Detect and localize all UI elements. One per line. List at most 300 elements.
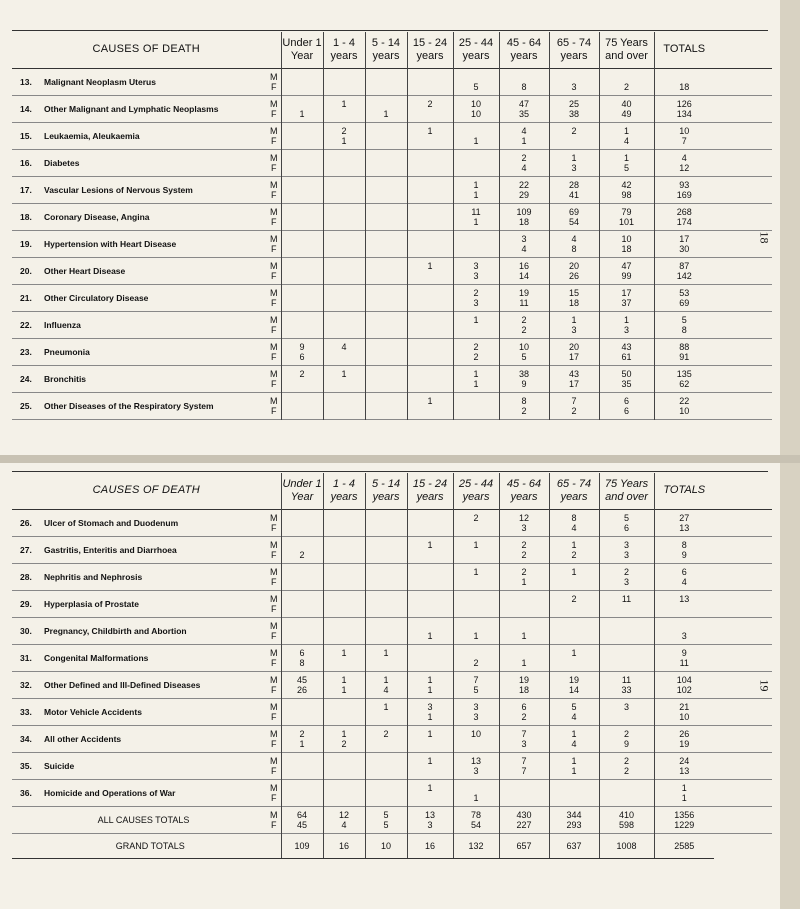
count-value bbox=[549, 779, 599, 793]
count-value: 35 bbox=[599, 379, 654, 393]
count-value bbox=[599, 658, 654, 672]
cause-cell bbox=[12, 284, 267, 311]
header-row bbox=[12, 32, 772, 68]
count-value: 2 bbox=[499, 536, 549, 550]
page-number: 19 bbox=[757, 679, 772, 692]
total-value: 69 bbox=[654, 298, 714, 312]
count-value bbox=[499, 779, 549, 793]
count-value: 2 bbox=[499, 325, 549, 339]
count-value: 19 bbox=[549, 671, 599, 685]
count-value: 29 bbox=[499, 190, 549, 204]
count-value: 1 bbox=[549, 563, 599, 577]
cause-number: 33. bbox=[20, 706, 32, 717]
cause-name: Malignant Neoplasm Uterus bbox=[44, 76, 156, 87]
count-value: 2 bbox=[323, 739, 365, 753]
header-age-75-over: 75 Years and over bbox=[599, 32, 654, 68]
count-value bbox=[281, 68, 323, 82]
count-value: 4 bbox=[599, 136, 654, 150]
cause-number: 13. bbox=[20, 76, 32, 87]
count-value: 1 bbox=[453, 793, 499, 807]
count-value: 64 bbox=[281, 806, 323, 820]
count-value: 22 bbox=[499, 176, 549, 190]
count-value: 14 bbox=[549, 685, 599, 699]
count-value bbox=[281, 406, 323, 420]
sex-label-female: F bbox=[271, 603, 277, 614]
table-row-male bbox=[12, 698, 772, 712]
count-value: 1 bbox=[549, 752, 599, 766]
count-value bbox=[323, 793, 365, 807]
count-value: 5 bbox=[453, 82, 499, 96]
count-value: 6 bbox=[281, 352, 323, 366]
cause-cell bbox=[12, 671, 267, 698]
count-value: 2 bbox=[549, 406, 599, 420]
count-value: 1 bbox=[549, 149, 599, 163]
total-value: 135 bbox=[654, 365, 714, 379]
count-value: 2 bbox=[365, 725, 407, 739]
total-value: 12 bbox=[654, 163, 714, 177]
count-value: 10 bbox=[599, 230, 654, 244]
count-value: 1 bbox=[549, 311, 599, 325]
count-value bbox=[281, 298, 323, 312]
count-value bbox=[281, 82, 323, 96]
count-value bbox=[599, 779, 654, 793]
count-value: 47 bbox=[599, 257, 654, 271]
count-value: 45 bbox=[281, 671, 323, 685]
count-value bbox=[365, 631, 407, 645]
count-value: 2 bbox=[323, 122, 365, 136]
top-rule bbox=[12, 471, 768, 472]
cause-cell bbox=[12, 590, 267, 617]
count-value bbox=[365, 523, 407, 537]
count-value bbox=[323, 779, 365, 793]
table-row-male bbox=[12, 365, 772, 379]
count-value: 227 bbox=[499, 820, 549, 834]
count-value bbox=[407, 244, 453, 258]
cause-cell bbox=[12, 617, 267, 644]
sex-label-female: F bbox=[271, 135, 277, 146]
count-value bbox=[407, 793, 453, 807]
count-value bbox=[323, 658, 365, 672]
count-value bbox=[453, 617, 499, 631]
count-value bbox=[323, 631, 365, 645]
table-row-male bbox=[12, 536, 772, 550]
count-value bbox=[281, 122, 323, 136]
count-value: 1 bbox=[549, 725, 599, 739]
count-value: 42 bbox=[599, 176, 654, 190]
total-value: 87 bbox=[654, 257, 714, 271]
count-value: 1 bbox=[499, 631, 549, 645]
cause-cell bbox=[12, 149, 267, 176]
header-causes: CAUSES OF DEATH bbox=[92, 43, 201, 56]
count-value: 4 bbox=[323, 820, 365, 834]
cause-cell bbox=[12, 563, 267, 590]
count-value bbox=[365, 536, 407, 550]
grand-total-value: 2585 bbox=[654, 833, 714, 858]
total-value: 88 bbox=[654, 338, 714, 352]
count-value bbox=[281, 712, 323, 726]
count-value: 1 bbox=[365, 698, 407, 712]
count-value bbox=[281, 766, 323, 780]
sex-label-female: F bbox=[271, 819, 277, 830]
count-value: 1 bbox=[453, 311, 499, 325]
count-value: 17 bbox=[549, 379, 599, 393]
count-value bbox=[407, 406, 453, 420]
cause-name: Pregnancy, Childbirth and Abortion bbox=[44, 625, 187, 636]
table-row-male bbox=[12, 122, 772, 136]
count-value: 78 bbox=[453, 806, 499, 820]
total-value: 9 bbox=[654, 550, 714, 564]
count-value bbox=[323, 617, 365, 631]
count-value bbox=[407, 563, 453, 577]
sex-label-male: M bbox=[270, 728, 278, 739]
grand-total-value: 637 bbox=[549, 833, 599, 858]
cause-cell bbox=[12, 257, 267, 284]
count-value: 1 bbox=[599, 122, 654, 136]
sex-label-male: M bbox=[270, 206, 278, 217]
count-value: 1 bbox=[407, 631, 453, 645]
count-value bbox=[365, 590, 407, 604]
cause-cell bbox=[12, 311, 267, 338]
count-value: 79 bbox=[599, 203, 654, 217]
total-value: 10 bbox=[654, 406, 714, 420]
count-value: 3 bbox=[453, 257, 499, 271]
sex-label-female: F bbox=[271, 162, 277, 173]
count-value bbox=[365, 352, 407, 366]
count-value bbox=[407, 365, 453, 379]
count-value bbox=[365, 176, 407, 190]
count-value: 109 bbox=[499, 203, 549, 217]
count-value bbox=[323, 536, 365, 550]
grand-total-value: 657 bbox=[499, 833, 549, 858]
count-value: 3 bbox=[599, 536, 654, 550]
table-row-male bbox=[12, 257, 772, 271]
count-value bbox=[323, 298, 365, 312]
count-value bbox=[365, 149, 407, 163]
count-value: 2 bbox=[499, 149, 549, 163]
count-value: 54 bbox=[453, 820, 499, 834]
total-value: 102 bbox=[654, 685, 714, 699]
count-value: 4 bbox=[549, 739, 599, 753]
count-value bbox=[281, 136, 323, 150]
header-age-15-24: 15 - 24 years bbox=[407, 32, 453, 68]
table-row-male bbox=[12, 590, 772, 604]
count-value: 8 bbox=[499, 392, 549, 406]
count-value: 28 bbox=[549, 176, 599, 190]
count-value: 1 bbox=[407, 536, 453, 550]
count-value: 4 bbox=[499, 163, 549, 177]
count-value bbox=[499, 604, 549, 618]
count-value: 3 bbox=[453, 712, 499, 726]
totals-label: ALL CAUSES TOTALS bbox=[97, 814, 190, 825]
count-value: 43 bbox=[549, 365, 599, 379]
total-value: 26 bbox=[654, 725, 714, 739]
count-value bbox=[407, 658, 453, 672]
count-value: 2 bbox=[499, 712, 549, 726]
count-value bbox=[323, 604, 365, 618]
count-value: 430 bbox=[499, 806, 549, 820]
total-value: 93 bbox=[654, 176, 714, 190]
count-value: 3 bbox=[499, 739, 549, 753]
total-value: 62 bbox=[654, 379, 714, 393]
sex-label-male: M bbox=[270, 287, 278, 298]
count-value: 1 bbox=[549, 644, 599, 658]
count-value: 1 bbox=[323, 136, 365, 150]
count-value bbox=[323, 244, 365, 258]
count-value: 43 bbox=[599, 338, 654, 352]
count-value bbox=[549, 631, 599, 645]
total-value: 142 bbox=[654, 271, 714, 285]
count-value: 99 bbox=[599, 271, 654, 285]
count-value: 7 bbox=[453, 671, 499, 685]
count-value: 3 bbox=[499, 523, 549, 537]
header-age-1-4: 1 - 4 years bbox=[323, 32, 365, 68]
count-value: 2 bbox=[281, 550, 323, 564]
count-value bbox=[499, 793, 549, 807]
count-value: 7 bbox=[499, 725, 549, 739]
count-value bbox=[453, 644, 499, 658]
total-value: 1 bbox=[654, 793, 714, 807]
cause-name: Other Heart Disease bbox=[44, 265, 126, 276]
count-value: 3 bbox=[599, 550, 654, 564]
count-value: 1 bbox=[365, 671, 407, 685]
count-value: 8 bbox=[281, 658, 323, 672]
count-value bbox=[549, 658, 599, 672]
count-value: 2 bbox=[599, 752, 654, 766]
total-value: 53 bbox=[654, 284, 714, 298]
count-value bbox=[281, 217, 323, 231]
count-value: 18 bbox=[499, 685, 549, 699]
sex-label-female: F bbox=[271, 81, 277, 92]
table-row-male bbox=[12, 779, 772, 793]
count-value bbox=[323, 392, 365, 406]
count-value bbox=[365, 257, 407, 271]
count-value bbox=[281, 271, 323, 285]
count-value bbox=[281, 577, 323, 591]
count-value: 1 bbox=[323, 644, 365, 658]
count-value: 9 bbox=[281, 338, 323, 352]
cause-number: 16. bbox=[20, 157, 32, 168]
count-value bbox=[365, 392, 407, 406]
cause-number: 30. bbox=[20, 625, 32, 636]
total-value: 169 bbox=[654, 190, 714, 204]
count-value: 3 bbox=[499, 230, 549, 244]
count-value bbox=[365, 244, 407, 258]
count-value bbox=[323, 577, 365, 591]
count-value: 1 bbox=[549, 766, 599, 780]
count-value bbox=[453, 122, 499, 136]
count-value: 18 bbox=[599, 244, 654, 258]
cause-name: Diabetes bbox=[44, 157, 80, 168]
count-value bbox=[281, 311, 323, 325]
cause-name: Pneumonia bbox=[44, 346, 90, 357]
count-value bbox=[365, 284, 407, 298]
count-value bbox=[407, 617, 453, 631]
count-value bbox=[407, 82, 453, 96]
sex-label-male: M bbox=[270, 125, 278, 136]
count-value: 1 bbox=[281, 109, 323, 123]
count-value: 1 bbox=[453, 136, 499, 150]
count-value bbox=[323, 230, 365, 244]
total-value: 4 bbox=[654, 577, 714, 591]
count-value: 14 bbox=[499, 271, 549, 285]
count-value bbox=[365, 325, 407, 339]
count-value: 1 bbox=[281, 739, 323, 753]
count-value bbox=[365, 406, 407, 420]
count-value bbox=[323, 752, 365, 766]
count-value bbox=[323, 523, 365, 537]
count-value bbox=[453, 577, 499, 591]
count-value: 1 bbox=[453, 536, 499, 550]
count-value: 1 bbox=[323, 671, 365, 685]
count-value: 3 bbox=[453, 298, 499, 312]
count-value: 2 bbox=[499, 406, 549, 420]
total-value: 1356 bbox=[654, 806, 714, 820]
count-value bbox=[281, 779, 323, 793]
table-row-male bbox=[12, 644, 772, 658]
total-value bbox=[654, 68, 714, 82]
table-row-male bbox=[12, 725, 772, 739]
total-value: 24 bbox=[654, 752, 714, 766]
count-value bbox=[365, 577, 407, 591]
total-value: 9 bbox=[654, 644, 714, 658]
count-value: 1 bbox=[323, 685, 365, 699]
cause-number: 20. bbox=[20, 265, 32, 276]
count-value: 3 bbox=[453, 766, 499, 780]
count-value: 8 bbox=[549, 244, 599, 258]
count-value: 2 bbox=[453, 658, 499, 672]
count-value: 1 bbox=[407, 685, 453, 699]
total-value: 11 bbox=[654, 658, 714, 672]
sex-label-male: M bbox=[270, 71, 278, 82]
total-value: 7 bbox=[654, 136, 714, 150]
count-value bbox=[281, 698, 323, 712]
count-value bbox=[407, 176, 453, 190]
count-value bbox=[549, 68, 599, 82]
count-value bbox=[407, 325, 453, 339]
count-value bbox=[549, 617, 599, 631]
count-value bbox=[323, 509, 365, 523]
sex-label-female: F bbox=[271, 792, 277, 803]
count-value bbox=[365, 779, 407, 793]
table-row-male bbox=[12, 752, 772, 766]
count-value bbox=[365, 311, 407, 325]
count-value bbox=[281, 563, 323, 577]
cause-number: 22. bbox=[20, 319, 32, 330]
header-age-1-4: 1 - 4 years bbox=[323, 473, 365, 509]
count-value bbox=[281, 793, 323, 807]
sex-label-female: F bbox=[271, 711, 277, 722]
count-value: 69 bbox=[549, 203, 599, 217]
count-value bbox=[453, 739, 499, 753]
cause-name: Vascular Lesions of Nervous System bbox=[44, 184, 193, 195]
top-rule bbox=[12, 30, 768, 31]
count-value: 10 bbox=[453, 109, 499, 123]
count-value: 4 bbox=[549, 523, 599, 537]
count-value bbox=[407, 284, 453, 298]
count-value bbox=[549, 136, 599, 150]
count-value: 11 bbox=[599, 590, 654, 604]
cause-name: Bronchitis bbox=[44, 373, 87, 384]
count-value bbox=[365, 122, 407, 136]
count-value bbox=[549, 577, 599, 591]
count-value: 8 bbox=[499, 82, 549, 96]
count-value bbox=[407, 550, 453, 564]
total-value: 13 bbox=[654, 590, 714, 604]
count-value bbox=[365, 163, 407, 177]
cause-cell bbox=[12, 725, 267, 752]
count-value: 1 bbox=[407, 725, 453, 739]
count-value bbox=[281, 284, 323, 298]
cause-number: 14. bbox=[20, 103, 32, 114]
cause-name: Hyperplasia of Prostate bbox=[44, 598, 139, 609]
count-value: 1 bbox=[407, 671, 453, 685]
cause-cell bbox=[12, 122, 267, 149]
count-value: 16 bbox=[499, 257, 549, 271]
count-value: 2 bbox=[549, 122, 599, 136]
count-value bbox=[453, 550, 499, 564]
table-row-male bbox=[12, 95, 772, 109]
count-value bbox=[365, 95, 407, 109]
count-value: 13 bbox=[407, 806, 453, 820]
count-value: 10 bbox=[453, 725, 499, 739]
count-value bbox=[365, 190, 407, 204]
count-value: 1 bbox=[323, 95, 365, 109]
count-value bbox=[499, 644, 549, 658]
count-value: 1 bbox=[407, 712, 453, 726]
count-value bbox=[407, 163, 453, 177]
count-value bbox=[281, 230, 323, 244]
sex-label-male: M bbox=[270, 701, 278, 712]
total-value: 30 bbox=[654, 244, 714, 258]
count-value bbox=[281, 752, 323, 766]
count-value bbox=[407, 590, 453, 604]
count-value bbox=[453, 392, 499, 406]
count-value: 10 bbox=[499, 338, 549, 352]
count-value: 3 bbox=[599, 577, 654, 591]
header-age-75-over: 75 Years and over bbox=[599, 473, 654, 509]
count-value: 1 bbox=[599, 149, 654, 163]
count-value bbox=[281, 325, 323, 339]
header-age-5-14: 5 - 14 years bbox=[365, 32, 407, 68]
count-value bbox=[453, 244, 499, 258]
count-value: 7 bbox=[499, 766, 549, 780]
count-value: 9 bbox=[499, 379, 549, 393]
page-number: 18 bbox=[757, 231, 772, 244]
count-value: 1 bbox=[499, 577, 549, 591]
table-row-male bbox=[12, 338, 772, 352]
table-row-male bbox=[12, 284, 772, 298]
count-value: 5 bbox=[599, 509, 654, 523]
count-value: 11 bbox=[599, 671, 654, 685]
count-value: 1 bbox=[407, 122, 453, 136]
count-value bbox=[365, 298, 407, 312]
count-value: 2 bbox=[281, 725, 323, 739]
sex-label-female: F bbox=[271, 270, 277, 281]
book-gutter bbox=[0, 455, 800, 463]
count-value bbox=[407, 203, 453, 217]
count-value bbox=[365, 203, 407, 217]
header-age-45-64: 45 - 64 years bbox=[499, 32, 549, 68]
count-value: 3 bbox=[549, 325, 599, 339]
count-value: 5 bbox=[599, 163, 654, 177]
cause-cell bbox=[12, 752, 267, 779]
count-value bbox=[365, 338, 407, 352]
sex-label-male: M bbox=[270, 395, 278, 406]
count-value: 2 bbox=[599, 766, 654, 780]
total-value: 4 bbox=[654, 149, 714, 163]
table-row-male bbox=[12, 230, 772, 244]
total-value: 19 bbox=[654, 739, 714, 753]
